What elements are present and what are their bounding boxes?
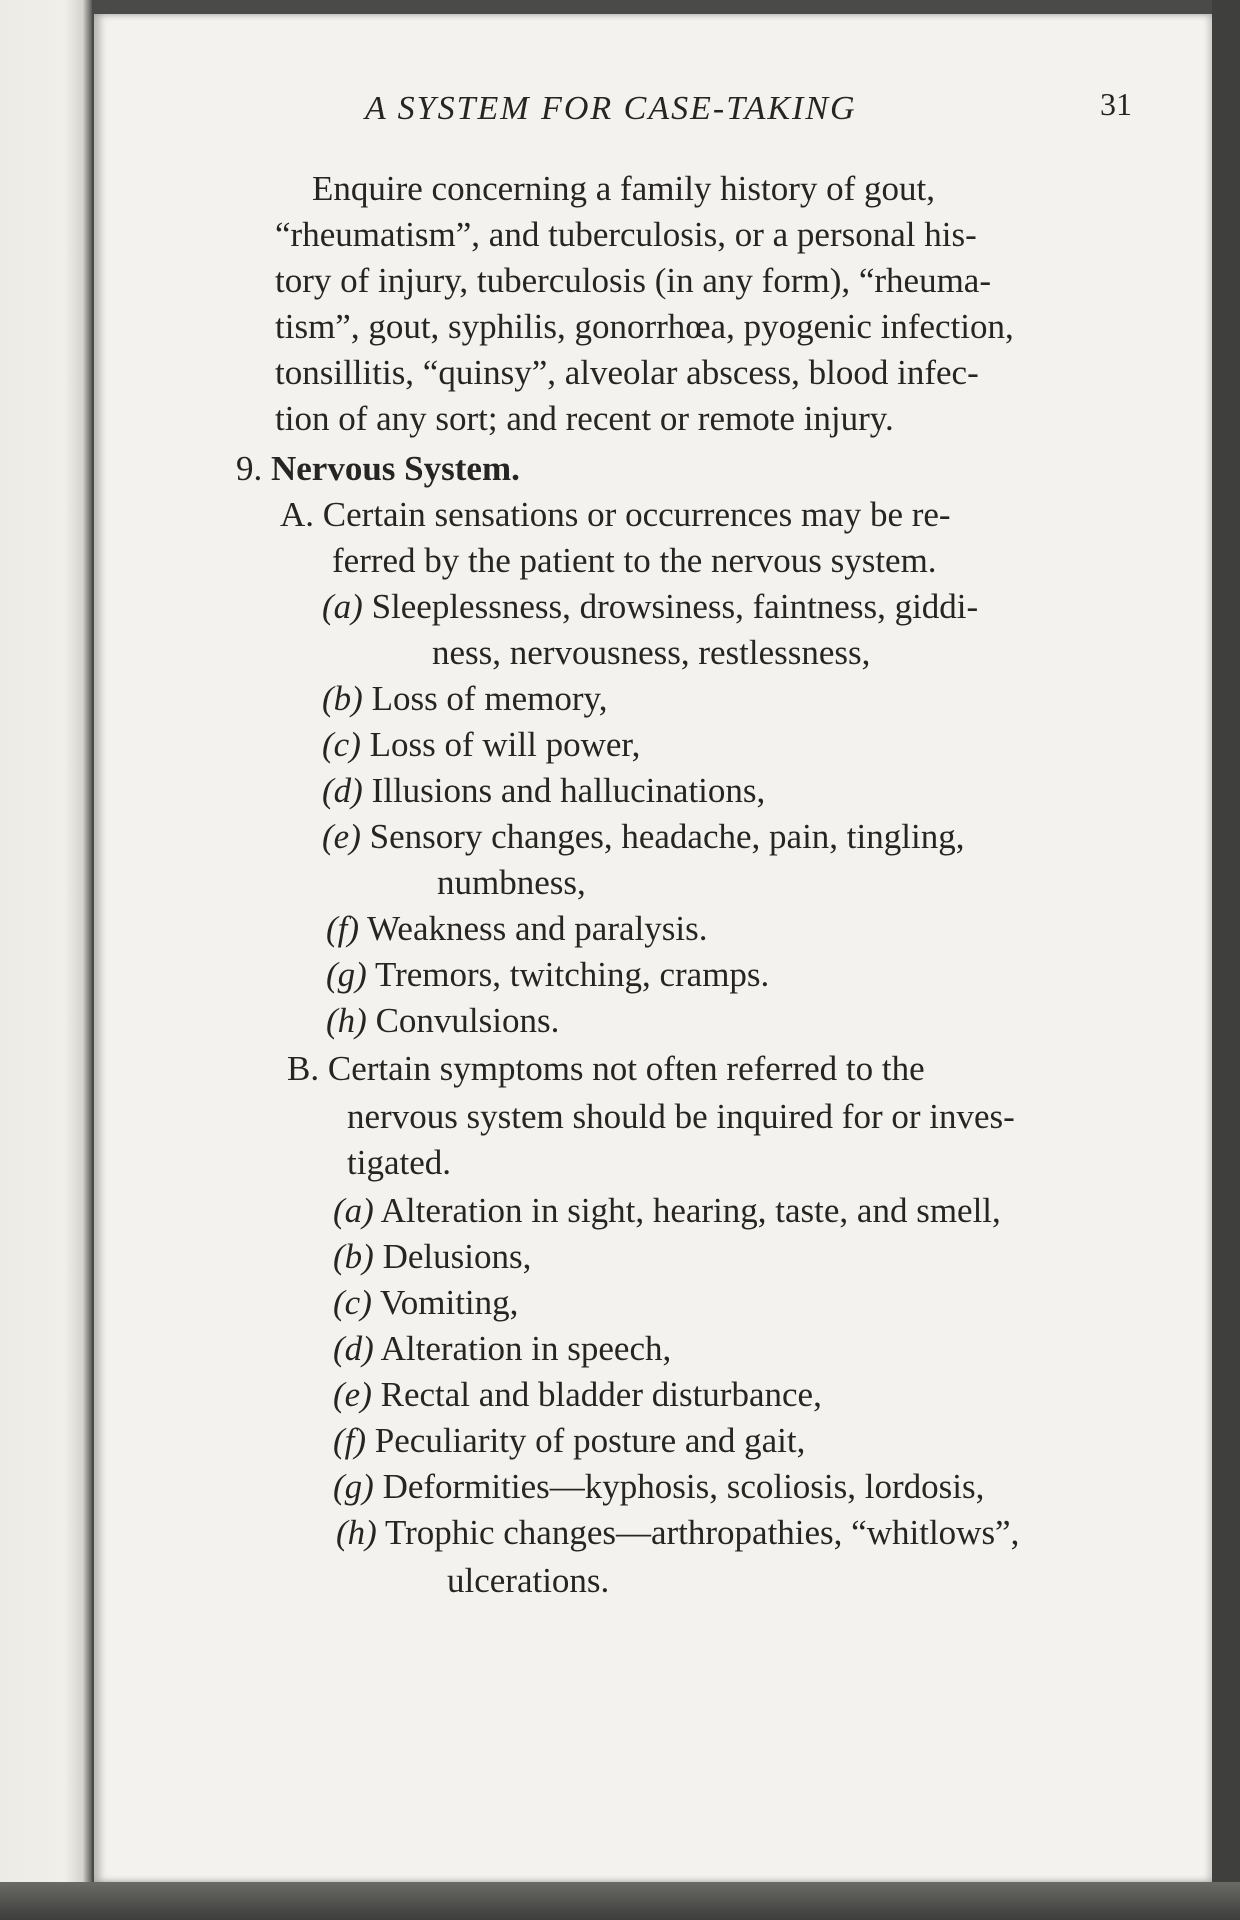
- intro-line: tory of injury, tuberculosis (in any form), “rheuma-: [275, 261, 991, 300]
- part-b-text: tigated.: [347, 1143, 451, 1182]
- part-b-text: Certain symptoms not often referred to the: [327, 1049, 925, 1088]
- list-item: [326, 908, 707, 950]
- item-text: Illusions and hallucinations,: [371, 771, 766, 810]
- list-item: [333, 1282, 518, 1324]
- item-label: (d): [322, 771, 363, 810]
- item-label: (b): [333, 1237, 374, 1276]
- item-label: (f): [326, 909, 360, 948]
- item-text: Deformities—kyphosis, scoliosis, lordosis,: [382, 1467, 985, 1506]
- intro-line: “rheumatism”, and tuberculosis, or a personal his-: [275, 215, 977, 254]
- item-text: Delusions,: [382, 1237, 532, 1276]
- list-item: [322, 586, 978, 628]
- running-title: A SYSTEM FOR CASE-TAKING: [365, 90, 857, 127]
- section-title: Nervous System.: [271, 449, 520, 488]
- item-text: Peculiarity of posture and gait,: [374, 1421, 806, 1460]
- item-label: (a): [322, 587, 363, 626]
- list-item: [333, 1328, 671, 1370]
- part-a-heading: [280, 494, 951, 536]
- item-label: (g): [326, 955, 367, 994]
- intro-line: tonsillitis, “quinsy”, alveolar abscess, blood infec-: [275, 353, 979, 392]
- item-text: Tremors, twitching, cramps.: [374, 955, 770, 994]
- page-number: 31: [1100, 86, 1132, 122]
- part-b-letter: B.: [287, 1049, 320, 1088]
- item-text: Alteration in speech,: [380, 1329, 672, 1368]
- list-item: [333, 1466, 984, 1508]
- part-a-text: ferred by the patient to the nervous system.: [332, 541, 937, 580]
- item-text: Loss of memory,: [371, 679, 608, 718]
- item-label: (c): [322, 725, 361, 764]
- item-label: (e): [322, 817, 361, 856]
- book-cover-bottom: [0, 1882, 1240, 1920]
- list-item: [333, 1420, 805, 1462]
- part-a-text: Certain sensations or occurrences may be re-: [322, 495, 951, 534]
- list-item: [333, 1190, 1001, 1232]
- list-item: [322, 724, 640, 766]
- facing-page-edge: [0, 0, 92, 1920]
- item-text: Weakness and paralysis.: [367, 909, 708, 948]
- item-continuation: numbness,: [437, 863, 586, 902]
- item-label: (e): [333, 1375, 372, 1414]
- intro-line: Enquire concerning a family history of gout,: [312, 169, 936, 208]
- list-item: [322, 678, 607, 720]
- list-item: [333, 1236, 531, 1278]
- item-label: (c): [333, 1283, 372, 1322]
- item-text: Trophic changes—arthropathies, “whitlows”,: [384, 1513, 1020, 1552]
- item-label: (g): [333, 1467, 374, 1506]
- item-label: (h): [336, 1513, 377, 1552]
- list-item: [336, 1512, 1019, 1554]
- item-text: Loss of will power,: [369, 725, 641, 764]
- item-label: (h): [326, 1001, 367, 1040]
- item-text: Sleeplessness, drowsiness, faintness, giddi-: [371, 587, 979, 626]
- item-label: (d): [333, 1329, 374, 1368]
- list-item: [333, 1374, 822, 1416]
- item-label: (a): [333, 1191, 374, 1230]
- part-a-letter: A.: [280, 495, 315, 534]
- section-heading: [236, 448, 520, 490]
- item-label: (f): [333, 1421, 367, 1460]
- item-text: Convulsions.: [375, 1001, 560, 1040]
- item-continuation: ness, nervousness, restlessness,: [432, 633, 871, 672]
- list-item: [322, 770, 765, 812]
- item-text: Sensory changes, headache, pain, tingling,: [369, 817, 965, 856]
- book-cover-edge: [1212, 0, 1240, 1920]
- item-text: Rectal and bladder disturbance,: [380, 1375, 822, 1414]
- item-text: Vomiting,: [379, 1283, 519, 1322]
- item-label: (b): [322, 679, 363, 718]
- intro-line: tism”, gout, syphilis, gonorrhœa, pyogenic infection,: [275, 307, 1014, 346]
- section-number: 9.: [236, 449, 263, 488]
- item-continuation: ulcerations.: [447, 1561, 610, 1600]
- list-item: [326, 954, 769, 996]
- part-b-heading: [287, 1048, 925, 1090]
- list-item: [326, 1000, 559, 1042]
- intro-line: tion of any sort; and recent or remote injury.: [275, 399, 894, 438]
- item-text: Alteration in sight, hearing, taste, and smell,: [380, 1191, 1001, 1230]
- part-b-text: nervous system should be inquired for or inves-: [347, 1097, 1015, 1136]
- list-item: [322, 816, 964, 858]
